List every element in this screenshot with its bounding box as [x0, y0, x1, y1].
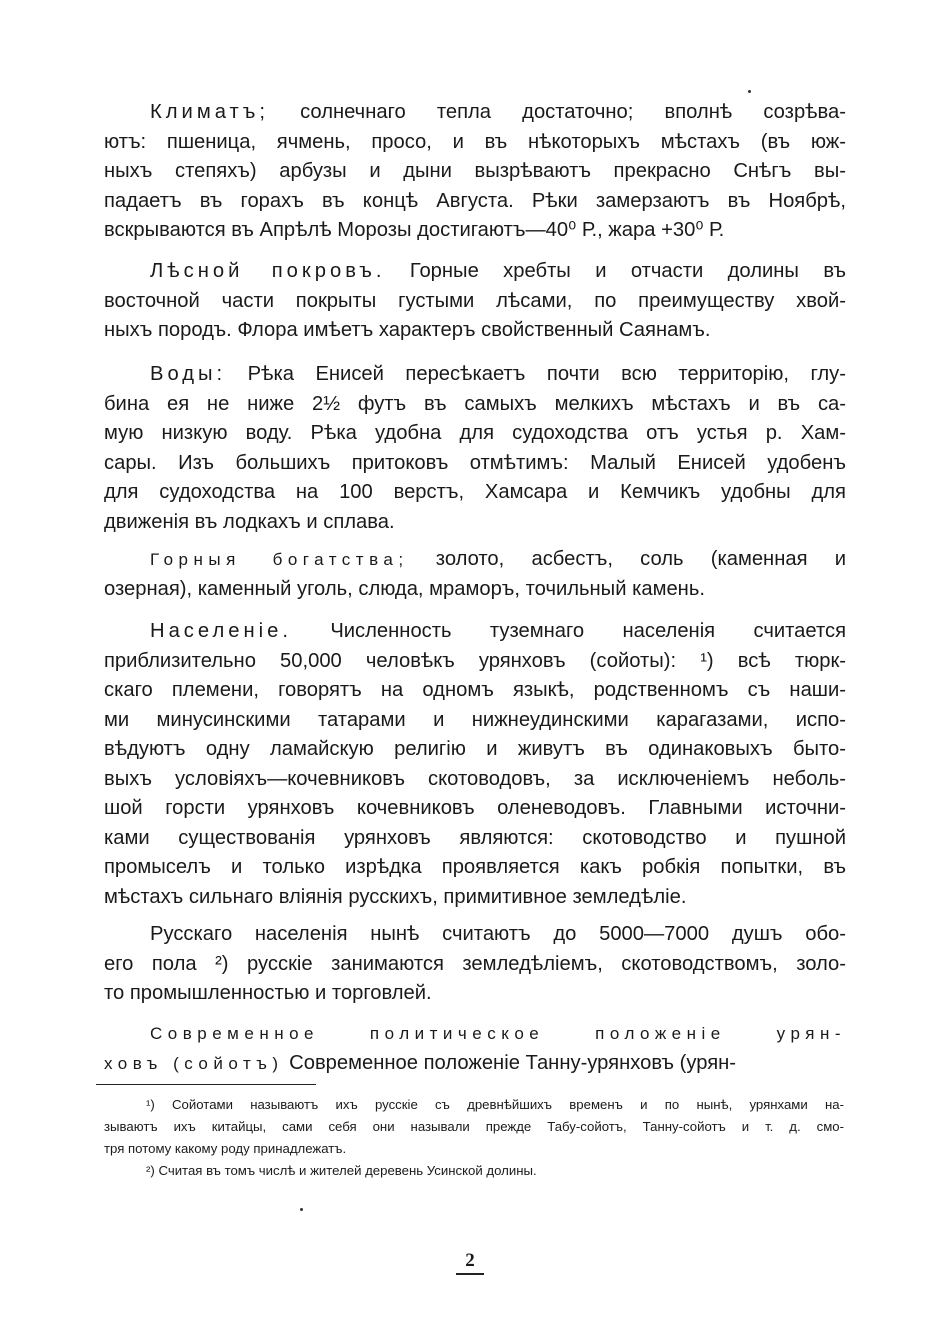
heading-waters: Воды: — [150, 363, 227, 385]
paragraph-mineral-wealth: Горныя богатства; золото, асбестъ, соль (каменная и озерная), каменный уголь, слюда, мраморъ, точильный камень. — [104, 548, 846, 600]
heading-forest-cover: Лѣсной покровъ. — [150, 260, 386, 282]
page-number: 2 — [456, 1250, 484, 1275]
heading-population: Населеніе. — [150, 620, 292, 642]
footnote-1: ¹) Сойотами называютъ ихъ русскіе съ древнѣйшихъ временъ и по нынѣ, урянхами на- зываютъ ихъ китайцы, сами себя они называли прежде Табу-сойотъ, Танну-сойотъ и т. д. смо- тря потому какому роду принадлежатъ. — [104, 1097, 844, 1156]
heading-political-status: Современное политическое положеніе урян- — [150, 1024, 846, 1043]
paragraph-waters: Воды: Рѣка Енисей пересѣкаетъ почти всю территорію, глу- бина ея не ниже 2½ футъ въ самыхъ мелкихъ мѣстахъ и въ са- мую низкую воду. Рѣка удобна для судоходства отъ устья р. Хам- сары. Изъ большихъ притоковъ отмѣтимъ: Малый Енисей удобенъ для судоходства на 100 верстъ, Хамсара и Кемчикъ удобны для движенія въ лодкахъ и сплава. — [104, 363, 846, 533]
paragraph-forest-cover: Лѣсной покровъ. Горные хребты и отчасти долины въ восточной части покрыты густыми лѣсами, по преимуществу хвой- ныхъ породъ. Флора имѣетъ характеръ свойственный Саянамъ. — [104, 260, 846, 341]
paragraph-population: Населеніе. Численность туземнаго населенія считается приблизительно 50,000 человѣкъ урянховъ (сойоты): ¹) всѣ тюрк- скаго племени, говорятъ на одномъ языкѣ, родственномъ съ наши- ми минусинскими татарами и нижнеудинскими карагазами, испо- вѣдуютъ одну ламайскую религію и живутъ въ одинаковыхъ быто- выхъ условіяхъ—кочевниковъ скотоводовъ, за исключеніемъ неболь- шой горсти урянховъ кочевниковъ оленеводовъ. Главными источни- ками существованія урянховъ являются: скотоводство и пушной промыселъ и только изрѣдка проявляется какъ робкія попытки, въ мѣстахъ сильнаго вліянія русскихъ, примитивное земледѣліе. — [104, 620, 846, 908]
scan-speck — [300, 1208, 303, 1211]
scan-speck — [748, 90, 751, 93]
heading-climate: Климатъ; — [150, 101, 269, 123]
footnote-2: ²) Считая въ томъ числѣ и жителей деревень Усинской долины. — [146, 1163, 537, 1178]
heading-mineral-wealth: Горныя богатства; — [150, 550, 409, 569]
footnote-divider — [96, 1084, 316, 1085]
paragraph-political-status: Современное политическое положеніе урян- ховъ (сойотъ) Современное положеніе Танну-урянховъ (урян- — [104, 1024, 846, 1074]
paragraph-climate: Климатъ; солнечнаго тепла достаточно; вполнѣ созрѣва- ютъ: пшеница, ячмень, просо, и въ нѣкоторыхъ мѣстахъ (въ юж- ныхъ степяхъ) арбузы и дыни вызрѣваютъ прекрасно Снѣгъ вы- падаетъ въ горахъ въ концѣ Августа. Рѣки замерзаютъ въ Ноябрѣ, вскрываются въ Апрѣлѣ Морозы достигаютъ—40⁰ Р., жара +30⁰ Р. — [104, 101, 846, 241]
paragraph-russian-population: Русскаго населенія нынѣ считаютъ до 5000—7000 душъ обо- его пола ²) русскіе занимаются земледѣліемъ, скотоводствомъ, золо- то промышленностью и торговлей. — [104, 923, 846, 1004]
